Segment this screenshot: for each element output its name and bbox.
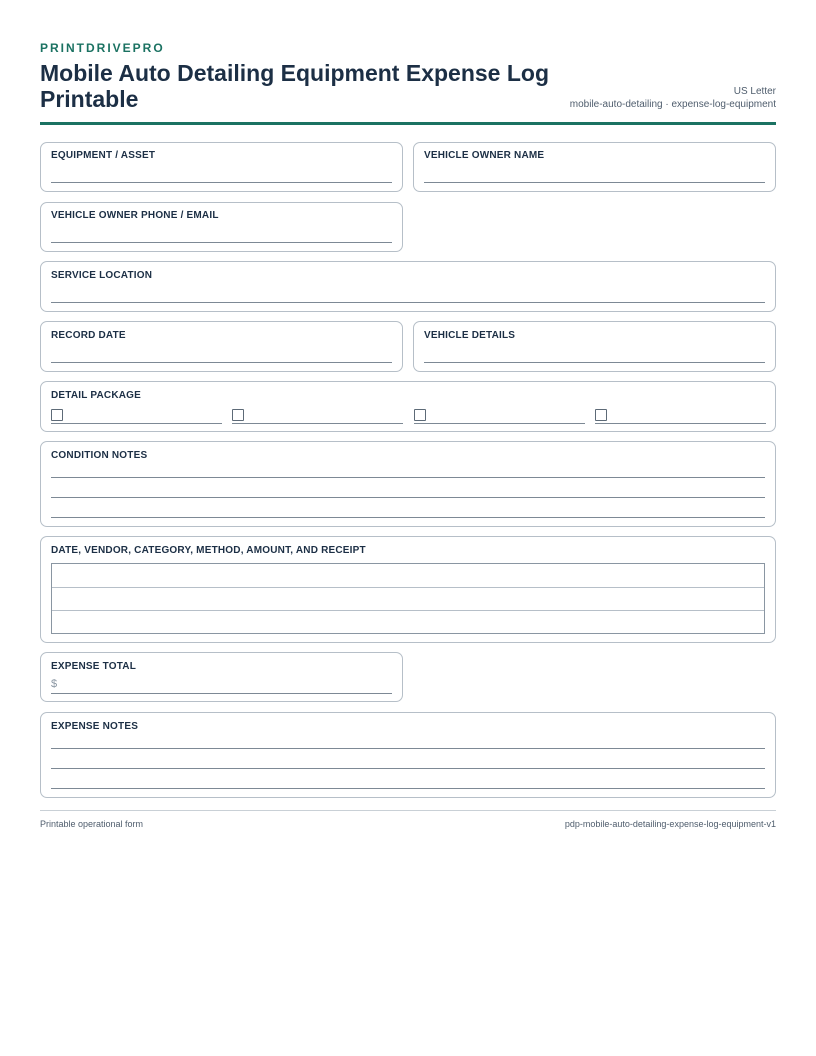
detail-package-field [40,381,776,432]
expense-total-label: EXPENSE TOTAL [51,661,137,672]
checkbox-icon[interactable] [414,409,426,421]
detail-package-option-2[interactable] [232,408,403,424]
equipment-asset-field[interactable] [40,142,403,192]
vehicle-owner-contact-label: VEHICLE OWNER PHONE / EMAIL [51,210,219,221]
document-meta [570,85,776,111]
expense-entries-section [40,536,776,643]
vehicle-owner-contact-writing-line[interactable] [51,242,392,243]
footer-description: Printable operational form [40,819,144,829]
vehicle-owner-name-writing-line[interactable] [424,182,765,183]
checkbox-icon[interactable] [595,409,607,421]
option-writing-line [595,423,766,424]
expense-entries-table[interactable] [51,563,765,634]
table-row-divider [52,587,764,588]
page-title: Mobile Auto Detailing Equipment Expense Log Printable [40,60,549,112]
footer-rule [40,810,776,811]
condition-notes-label: CONDITION NOTES [51,450,148,461]
expense-total-field[interactable] [40,652,403,702]
detail-package-option-3[interactable] [414,408,585,424]
vehicle-owner-contact-field[interactable] [40,202,403,252]
option-writing-line [232,423,403,424]
record-date-writing-line[interactable] [51,362,392,363]
detail-package-option-1[interactable] [51,408,222,424]
service-location-field[interactable] [40,261,776,312]
condition-notes-line-3[interactable] [51,517,765,518]
condition-notes-line-2[interactable] [51,497,765,498]
document-slug: mobile-auto-detailing · expense-log-equipment [569,99,776,110]
condition-notes-field[interactable] [40,441,776,527]
expense-entries-label: DATE, VENDOR, CATEGORY, METHOD, AMOUNT, AND RECEIPT [51,545,366,556]
equipment-asset-writing-line[interactable] [51,182,392,183]
currency-symbol: $ [51,678,58,690]
detail-package-option-4[interactable] [595,408,766,424]
equipment-asset-label: EQUIPMENT / ASSET [51,150,156,161]
expense-notes-line-3[interactable] [51,788,765,789]
checkbox-icon[interactable] [232,409,244,421]
expense-notes-field[interactable] [40,712,776,798]
record-date-field[interactable] [40,321,403,372]
record-date-label: RECORD DATE [51,330,126,341]
detail-package-label: DETAIL PACKAGE [51,390,142,401]
footer-form-id: pdp-mobile-auto-detailing-expense-log-equipment-v1 [564,819,776,829]
paper-size: US Letter [733,86,776,97]
vehicle-details-field[interactable] [413,321,776,372]
vehicle-details-writing-line[interactable] [424,362,765,363]
option-writing-line [51,423,222,424]
expense-total-writing-line[interactable] [51,693,392,694]
option-writing-line [414,423,585,424]
checkbox-icon[interactable] [51,409,63,421]
vehicle-details-label: VEHICLE DETAILS [424,330,516,341]
expense-notes-line-1[interactable] [51,748,765,749]
brand-name: PRINTDRIVEPRO [40,41,165,55]
service-location-writing-line[interactable] [51,302,765,303]
service-location-label: SERVICE LOCATION [51,270,153,281]
expense-notes-label: EXPENSE NOTES [51,721,139,732]
header-rule [40,122,776,125]
vehicle-owner-name-field[interactable] [413,142,776,192]
expense-notes-line-2[interactable] [51,768,765,769]
condition-notes-line-1[interactable] [51,477,765,478]
table-row-divider [52,610,764,611]
vehicle-owner-name-label: VEHICLE OWNER NAME [424,150,545,161]
